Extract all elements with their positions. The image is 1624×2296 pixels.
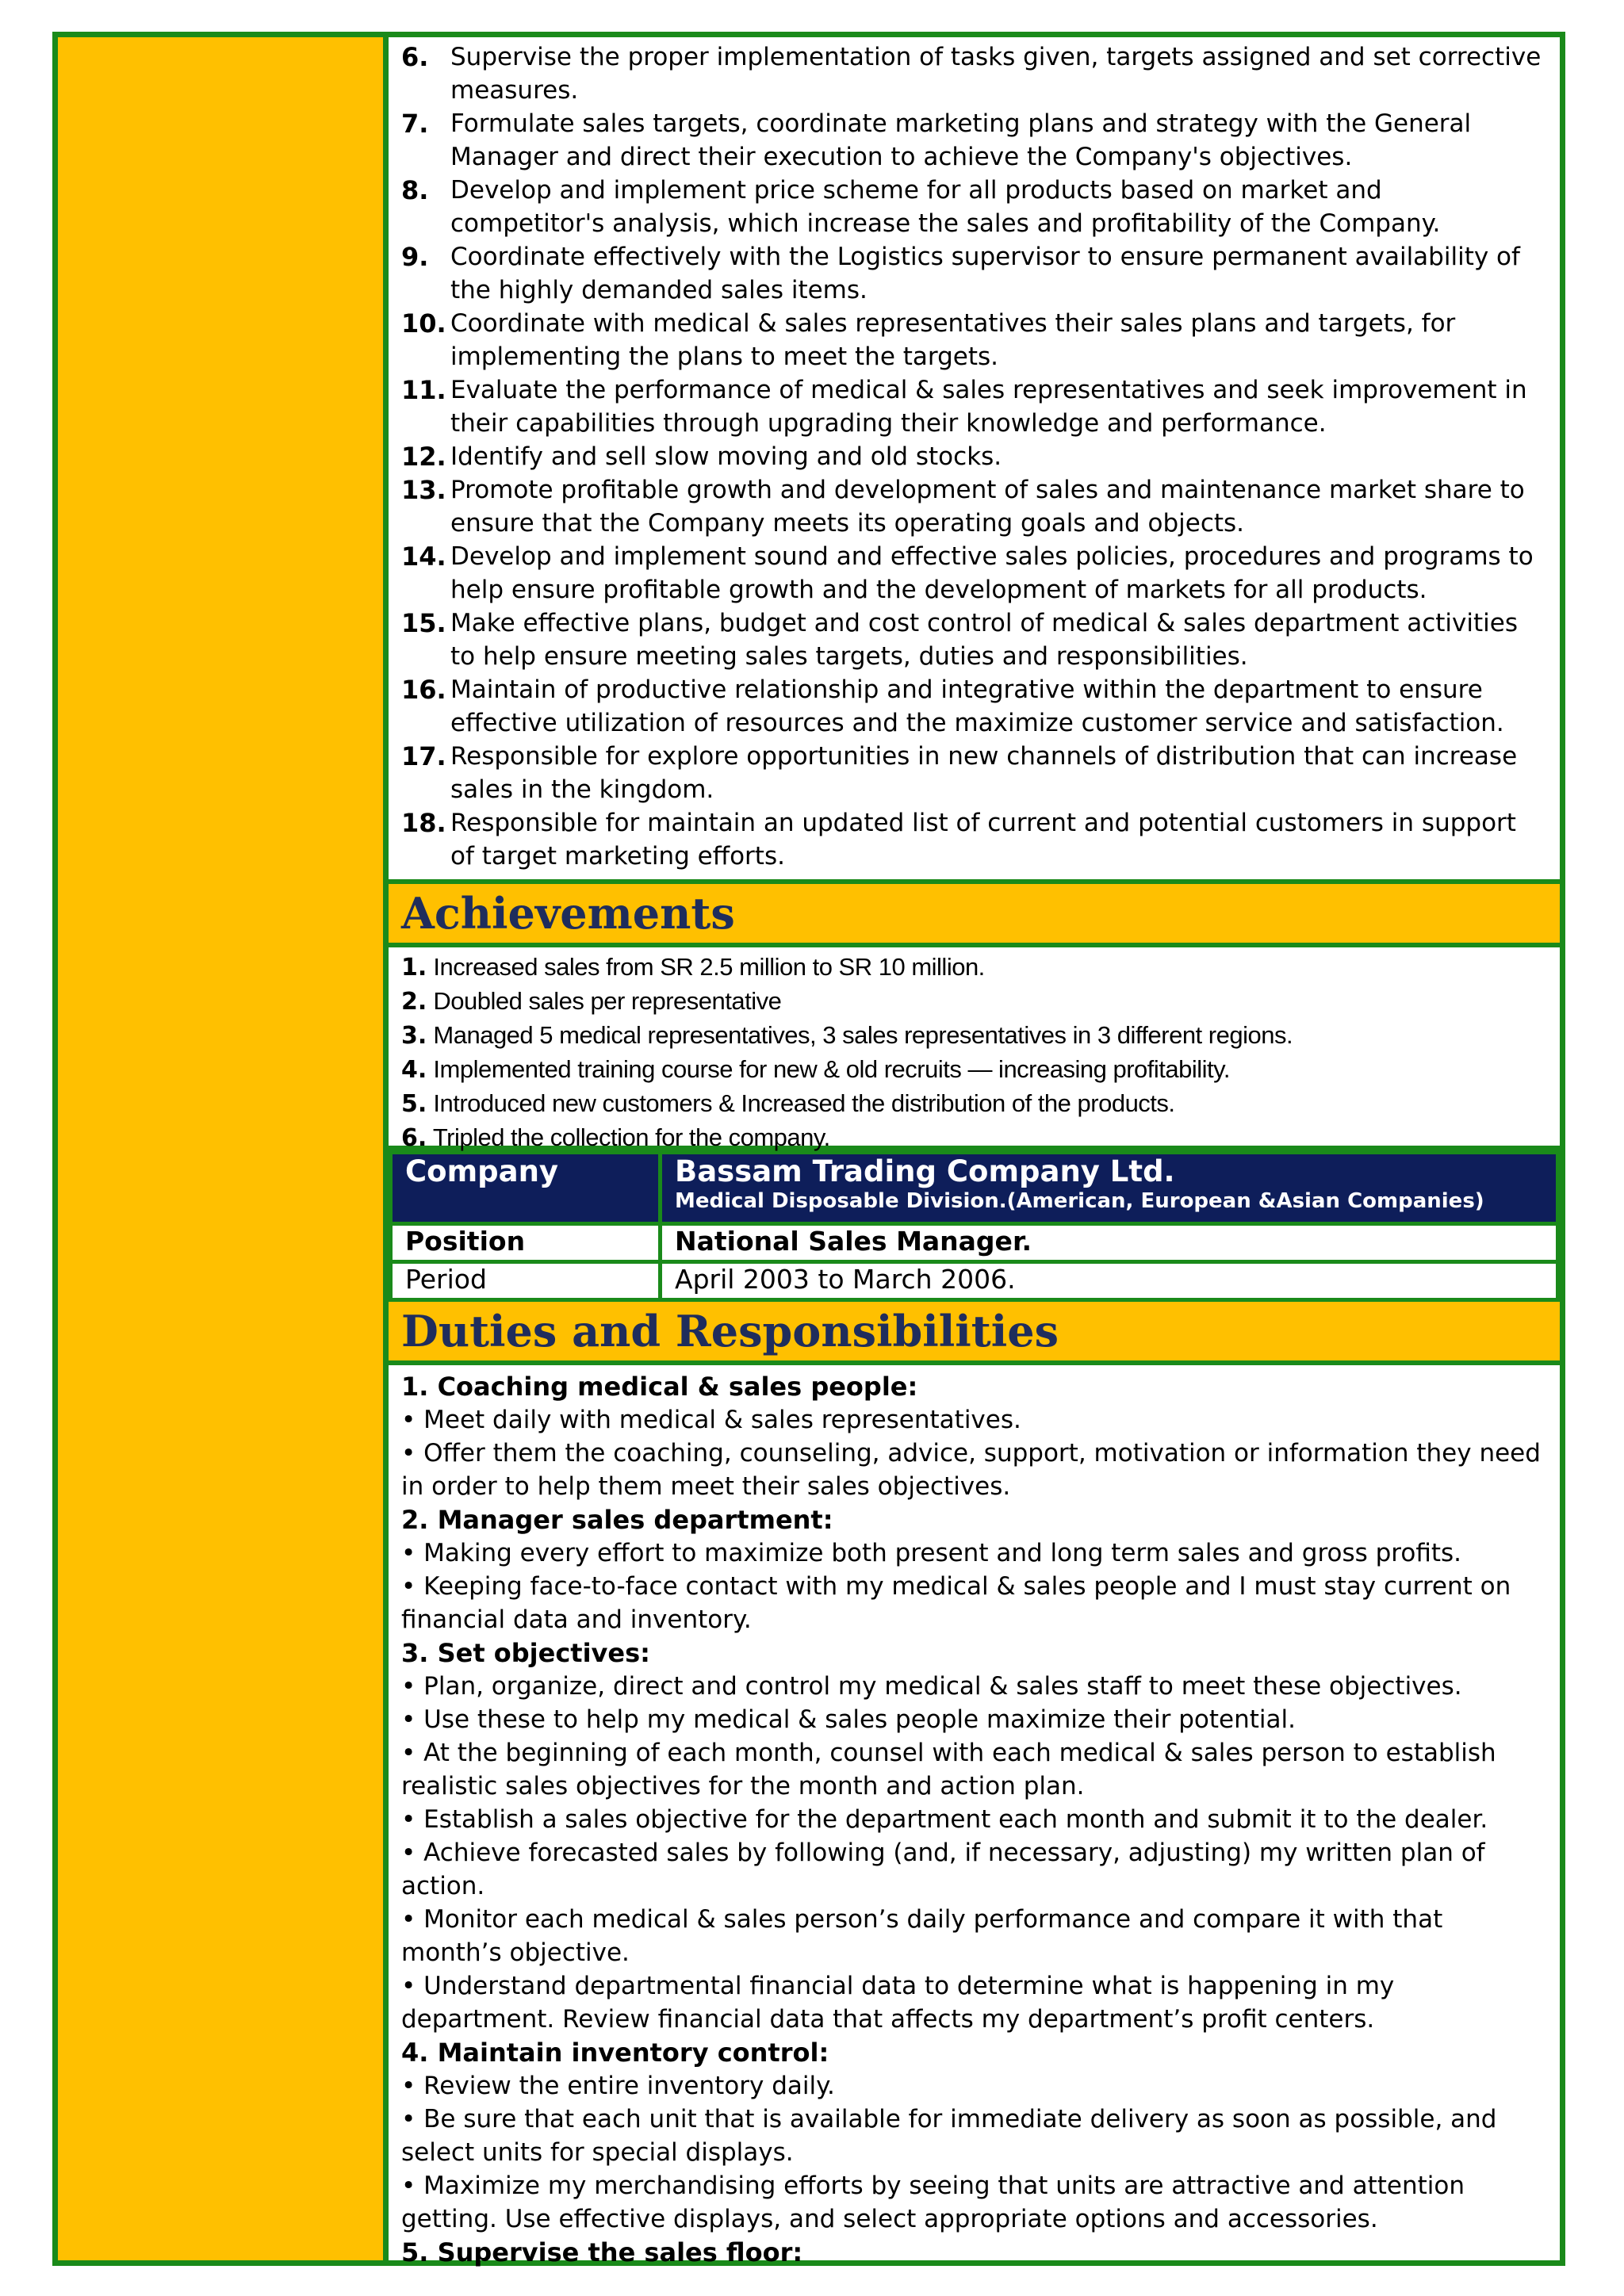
company-value-cell [661,1153,1558,1224]
duty-bullet: • Review the entire inventory daily. [401,2072,835,2100]
duty-bullet: • Plan, organize, direct and control my medical & sales staff to meet these objectives. [401,1672,1462,1701]
task-item [401,174,1542,240]
task-number: 11. [401,375,446,405]
task-number: 16. [401,675,446,705]
achievement-item [401,985,1547,1019]
task-number: 10. [401,308,446,339]
task-text: Responsible for explore opportunities in new channels of distribution that can increase sales in the kingdom. [450,742,1518,804]
duty-bullet: • Establish a sales objective for the department each month and submit it to the dealer. [401,1805,1488,1834]
duty-bullet: • Maximize my merchandising efforts by seeing that units are attractive and attention getting. Use effective displays, and select appropriate options and accessories. [401,2172,1465,2233]
achievements-section [389,947,1560,1150]
task-item [401,607,1542,673]
position-value: National Sales Manager. [661,1224,1558,1262]
company-table [389,1150,1560,1302]
task-text: Develop and implement price scheme for all products based on market and competitor's analysis, which increase the sales and profitability of the Company. [450,176,1441,238]
task-item [401,40,1542,107]
task-number: 7. [401,109,429,139]
duties-header [389,1302,1560,1365]
task-item [401,540,1542,607]
task-item [401,440,1542,473]
achievement-text: Doubled sales per representative [427,987,782,1015]
achievement-number: 5. [401,1090,427,1118]
task-number: 13. [401,475,446,505]
achievement-item [401,1087,1547,1121]
duty-bullet: • Keeping face-to-face contact with my medical & sales people and I must stay current on financial data and inventory. [401,1572,1511,1634]
left-sidebar [58,37,389,2260]
task-text: Maintain of productive relationship and integrative within the department to ensure effective utilization of resources and the maximize customer service and satisfaction. [450,675,1504,737]
duty-heading: 4. Maintain inventory control: [401,2038,829,2068]
task-item [401,806,1542,873]
task-number: 6. [401,42,429,72]
duties-list [389,1365,1560,2269]
task-number: 8. [401,175,429,205]
task-item [401,473,1542,540]
duties-title: Duties and Responsibilities [401,1306,1059,1357]
task-item [401,673,1542,740]
achievements-title: Achievements [401,888,735,939]
task-text: Responsible for maintain an updated list of current and potential customers in support of target marketing efforts. [450,809,1516,871]
achievement-item [401,1019,1547,1053]
duty-bullet: • Understand departmental financial data to determine what is happening in my department. Review financial data that affects my department’s profit centers. [401,1972,1395,2034]
task-text: Develop and implement sound and effective sales policies, procedures and programs to help ensure profitable growth and the development of markets for all products. [450,542,1534,604]
duty-bullet: • Offer them the coaching, counseling, advice, support, motivation or information they need in order to help them meet their sales objectives. [401,1439,1541,1501]
task-text: Identify and sell slow moving and old stocks. [450,442,1002,471]
duty-bullet: • Making every effort to maximize both present and long term sales and gross profits. [401,1539,1462,1567]
task-text: Coordinate with medical & sales representatives their sales plans and targets, for implementing the plans to meet the targets. [450,309,1456,371]
period-row [391,1262,1558,1300]
achievement-number: 3. [401,1022,427,1050]
task-item [401,240,1542,307]
duty-bullet: • Be sure that each unit that is available for immediate delivery as soon as possible, and select units for special displays. [401,2105,1497,2167]
duty-heading: 2. Manager sales department: [401,1505,833,1535]
achievements-list [401,951,1547,1155]
task-text: Evaluate the performance of medical & sales representatives and seek improvement in their capabilities through upgrading their knowledge and performance. [450,376,1527,438]
company-label-cell [391,1153,661,1224]
resume-page [52,32,1565,2266]
duty-bullet: • Meet daily with medical & sales representatives. [401,1406,1021,1434]
task-item [401,107,1542,174]
duty-bullet: • Monitor each medical & sales person’s daily performance and compare it with that month’s objective. [401,1905,1443,1967]
duty-heading: 5. Supervise the sales floor: [401,2237,803,2267]
duty-bullet: • At the beginning of each month, counsel with each medical & sales person to establish realistic sales objectives for the month and action plan. [401,1739,1496,1800]
duty-heading: 3. Set objectives: [401,1638,650,1668]
achievement-text: Managed 5 medical representatives, 3 sales representatives in 3 different regions. [427,1021,1293,1049]
task-number: 12. [401,442,446,472]
task-number: 9. [401,242,429,272]
period-label: Period [391,1262,661,1300]
task-text: Formulate sales targets, coordinate marketing plans and strategy with the General Manager and direct their execution to achieve the Company's objectives. [450,109,1472,171]
period-value: April 2003 to March 2006. [661,1262,1558,1300]
task-number: 14. [401,541,446,572]
achievement-text: Tripled the collection for the company. [427,1123,830,1151]
task-text: Promote profitable growth and development of sales and maintenance market share to ensure that the Company meets its operating goals and objects. [450,476,1525,538]
achievement-number: 6. [401,1124,427,1152]
company-row [391,1153,1558,1224]
task-text: Supervise the proper implementation of tasks given, targets assigned and set corrective measures. [450,43,1542,105]
achievement-number: 1. [401,954,427,982]
position-row [391,1224,1558,1262]
main-content [389,37,1560,2267]
task-text: Coordinate effectively with the Logistics supervisor to ensure permanent availability of the highly demanded sales items. [450,243,1520,304]
company-division: Medical Disposable Division.(American, European &Asian Companies) [675,1189,1484,1213]
task-number: 15. [401,608,446,638]
duty-heading: 1. Coaching medical & sales people: [401,1372,918,1402]
company-name: Bassam Trading Company Ltd. [675,1154,1175,1188]
duty-bullet: • Achieve forecasted sales by following (and, if necessary, adjusting) my written plan of action. [401,1839,1485,1900]
position-label: Position [391,1224,661,1262]
achievement-text: Increased sales from SR 2.5 million to SR 10 million. [427,953,985,981]
task-list [389,37,1560,873]
achievement-text: Introduced new customers & Increased the distribution of the products. [427,1089,1175,1117]
task-number: 18. [401,808,446,838]
achievement-number: 4. [401,1056,427,1084]
achievement-item [401,951,1547,985]
achievement-item [401,1053,1547,1087]
achievement-number: 2. [401,988,427,1016]
achievements-header [389,884,1560,947]
achievement-text: Implemented training course for new & old recruits — increasing profitability. [427,1055,1230,1083]
task-number: 17. [401,741,446,771]
company-label: Company [405,1154,559,1188]
task-item [401,740,1542,806]
task-item [401,373,1542,440]
task-list-section [389,37,1560,884]
duty-bullet: • Use these to help my medical & sales people maximize their potential. [401,1705,1296,1734]
task-item [401,307,1542,373]
task-text: Make effective plans, budget and cost control of medical & sales department activities to help ensure meeting sales targets, duties and responsibilities. [450,609,1518,671]
